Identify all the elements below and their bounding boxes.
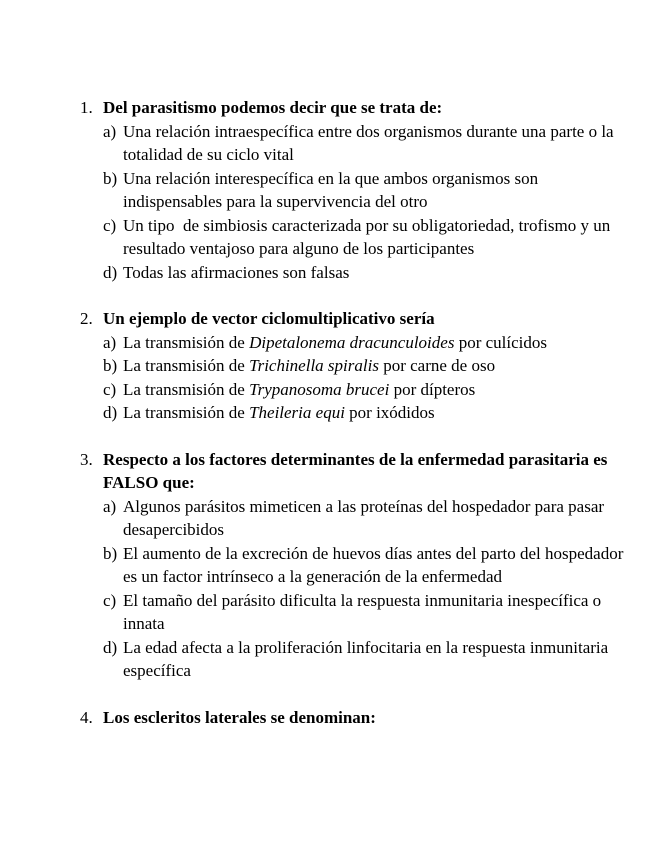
exam-document — [80, 96, 640, 752]
option-text: Algunos parásitos mimeticen a las proteínas del hospedador para pasar desapercibidos — [123, 496, 605, 539]
question-number: 4. — [80, 707, 93, 727]
answer-option-c — [80, 378, 640, 402]
question-text: Los escleritos laterales se denominan: — [103, 707, 376, 727]
option-text: La transmisión de Trichinella spiralis por carne de oso — [123, 356, 496, 375]
question-text: Respecto a los factores determinantes de la enfermedad parasitaria es FALSO que: — [103, 449, 608, 492]
question-1 — [80, 96, 640, 284]
question-header — [80, 706, 640, 730]
question-header — [80, 448, 640, 495]
question-header — [80, 307, 640, 331]
answer-option-d — [80, 636, 640, 683]
question-number: 2. — [80, 309, 93, 328]
option-text: Una relación intraespecífica entre dos organismos durante una parte o la totalidad de su ciclo vital — [123, 121, 614, 164]
species-name: Trypanosoma brucei — [249, 379, 390, 399]
question-2 — [80, 307, 640, 425]
option-label: d) — [103, 403, 118, 422]
option-text: La transmisión de Dipetalonema dracunculoides por culícidos — [123, 332, 547, 352]
answer-option-c — [80, 214, 640, 261]
question-3 — [80, 448, 640, 683]
option-text: La transmisión de Theileria equi por ixódidos — [123, 403, 435, 422]
option-label: b) — [103, 168, 118, 188]
species-name: Dipetalonema dracunculoides — [249, 332, 455, 352]
answer-option-a — [80, 331, 640, 355]
answer-option-d — [80, 261, 640, 285]
option-label: a) — [103, 332, 117, 352]
answer-options — [80, 120, 640, 285]
answer-option-d — [80, 401, 640, 425]
species-name: Theileria equi — [249, 403, 345, 422]
option-text: El aumento de la excreción de huevos días antes del parto del hospedador es un factor intrínseco a la generación de la enfermedad — [123, 543, 624, 586]
option-text: La edad afecta a la proliferación linfocitaria en la respuesta inmunitaria específica — [123, 637, 609, 680]
option-text: La transmisión de Trypanosoma brucei por dípteros — [123, 379, 476, 399]
option-label: b) — [103, 543, 118, 563]
option-text: El tamaño del parásito dificulta la respuesta inmunitaria inespecífica o innata — [123, 590, 602, 633]
option-label: a) — [103, 496, 117, 516]
option-label: c) — [103, 379, 117, 399]
question-text: Un ejemplo de vector ciclomultiplicativo sería — [103, 309, 435, 328]
answer-option-b — [80, 354, 640, 378]
answer-options — [80, 331, 640, 425]
question-text: Del parasitismo podemos decir que se trata de: — [103, 98, 443, 117]
option-text: Una relación interespecífica en la que ambos organismos son indispensables para la supervivencia del otro — [123, 168, 539, 211]
option-label: c) — [103, 590, 117, 610]
answer-option-a — [80, 120, 640, 167]
option-label: c) — [103, 215, 117, 235]
answer-options — [80, 495, 640, 683]
option-label: d) — [103, 637, 118, 657]
species-name: Trichinella spiralis — [249, 356, 379, 375]
answer-option-b — [80, 167, 640, 214]
option-text: Todas las afirmaciones son falsas — [123, 262, 350, 282]
question-4 — [80, 706, 640, 730]
answer-option-a — [80, 495, 640, 542]
answer-option-c — [80, 589, 640, 636]
option-label: b) — [103, 356, 118, 375]
question-number: 3. — [80, 449, 93, 469]
option-label: a) — [103, 121, 117, 141]
question-header — [80, 96, 640, 120]
option-text: Un tipo de simbiosis caracterizada por su obligatoriedad, trofismo y un resultado ventajoso para alguno de los participantes — [123, 215, 615, 258]
option-label: d) — [103, 262, 118, 282]
answer-option-b — [80, 542, 640, 589]
question-number: 1. — [80, 98, 93, 117]
